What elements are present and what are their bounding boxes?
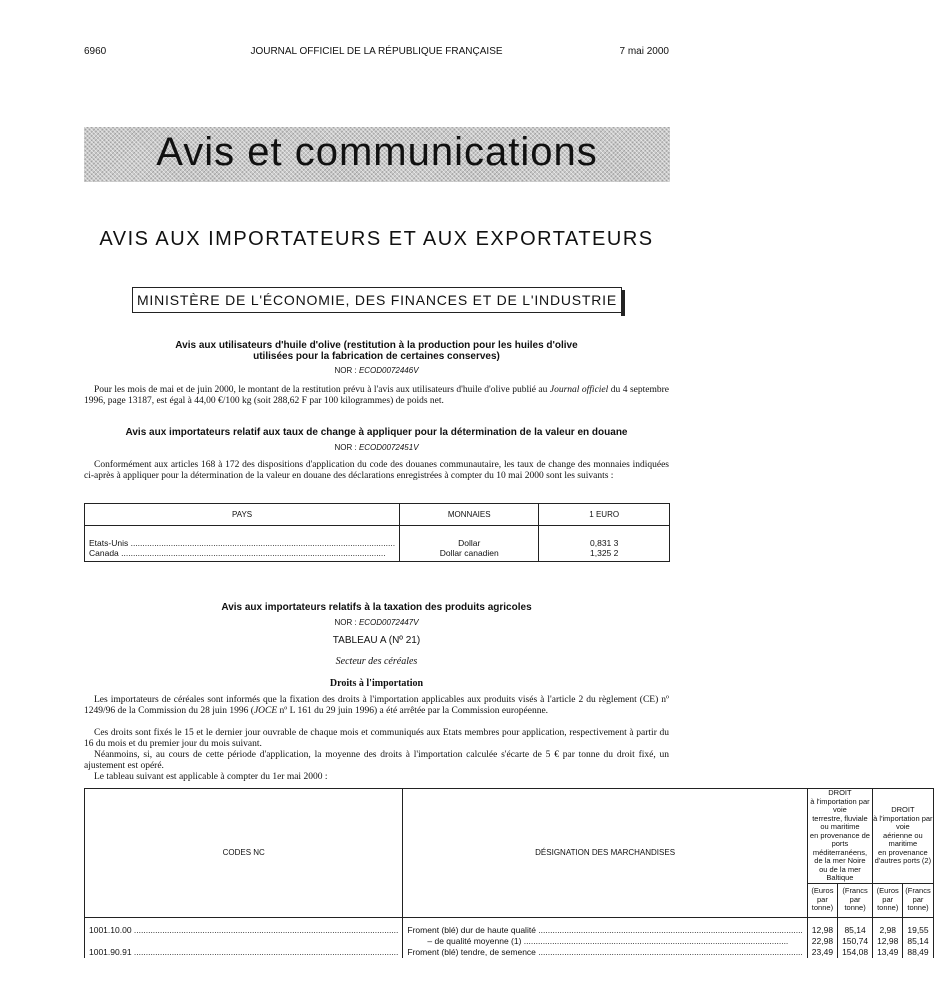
notice1-nor [84,366,669,375]
col-euro: 1 EURO [539,504,670,526]
table-row [85,548,670,558]
notice1-title-line2: utilisées pour la fabrication de certaines conserves) [253,351,500,362]
nor-code: ECOD0072446V [358,366,419,375]
francs-1-cell: 85,14 [838,925,873,936]
sub-euros-2: (Euros par tonne) [873,883,903,917]
banner [84,127,670,182]
code-cell: 1001.10.00 ..... [85,925,403,936]
pays-cell: Canada ..... [85,548,400,558]
ministry-box: MINISTÈRE DE L'ÉCONOMIE, DES FINANCES ET DE L'INDUSTRIE [132,287,622,313]
notice3-p1-b: nº L 161 du 29 juin 1996) a été arrêtée par la Commission européenne. [277,706,549,716]
col-monnaies: MONNAIES [400,504,539,526]
valeur-cell: 1,325 2 [539,548,670,558]
col-designation: DÉSIGNATION DES MARCHANDISES [403,789,807,918]
journal-name: JOURNAL OFFICIEL DE LA RÉPUBLIQUE FRANÇAISE [250,46,503,57]
notice3-p1-a: Les importateurs de céréales sont informés que la fixation des droits à l'importation applicables aux produits visés à l'article 2 du règlement (CE) nº 1249/96 de la Commission du 28 juin 1996 ( [84,695,669,716]
notice1-body-a: Pour les mois de mai et de juin 2000, le montant de la restitution prévu à l'avis aux utilisateurs d'huile d'olive publié au [94,385,550,395]
francs-1-cell: 150,74 [838,936,873,947]
euros-1-cell: 22,98 [807,936,837,947]
table-row [85,538,670,548]
notice2-body: Conformément aux articles 168 à 172 des dispositions d'application du code des douanes communautaire, les taux de change des monnaies indiquées ci-après à appliquer pour la détermination de la valeur en douane des déclarations enregistrées à compter du 10 mai 2000 sont les suivants : [84,460,669,481]
notice2-title: Avis aux importateurs relatif aux taux de change à appliquer pour la détermination de la valeur en douane [125,427,628,438]
publication-date: 7 mai 2000 [619,46,669,57]
francs-2-cell: 19,55 [903,925,933,936]
table-row [85,936,934,947]
col-droit-1: DROIT à l'importation par voie terrestre, fluviale ou maritime en provenance de ports méditerranéens, de la mer Noire ou de la mer Baltique [807,789,872,884]
euros-2-cell: 12,98 [873,936,903,947]
notice2-nor [84,443,669,452]
droits-subheading: Droits à l'importation [329,678,424,689]
francs-2-cell: 88,49 [903,947,933,958]
col-droit-2: DROIT à l'importation par voie aérienne ou maritime en provenance d'autres ports (2) [873,789,934,884]
notice1-title-line1: Avis aux utilisateurs d'huile d'olive (restitution à la production pour les huiles d'olive [175,340,578,351]
sub-francs-1: (Francs par tonne) [838,883,873,917]
notice1-body-journal: Journal officiel [549,385,609,395]
francs-2-cell: 85,14 [903,936,933,947]
code-cell [85,936,403,947]
sub-francs-2: (Francs par tonne) [903,883,933,917]
euros-1-cell: 12,98 [807,925,837,936]
notice3-p2: Ces droits sont fixés le 15 et le dernier jour ouvrable de chaque mois et communiqués aux Etats membres pour application, respectivement à partir du 16 du mois et du premier jour du mois suivant. [84,728,669,749]
pays-cell: Etats-Unis ..... [85,538,400,548]
monnaie-cell: Dollar [400,538,539,548]
notice3-p3: Néanmoins, si, au cours de cette période d'application, la moyenne des droits à l'importation calculée s'écarte de 5 € par tonne du droit fixé, un ajustement est opéré. [84,750,669,771]
main-title: AVIS AUX IMPORTATEURS ET AUX EXPORTATEURS [99,228,654,250]
import-duty-table [84,788,934,958]
col-codes-nc: CODES NC [85,789,403,918]
page-header [84,46,669,60]
notice3-title: Avis aux importateurs relatifs à la taxation des produits agricoles [221,602,532,613]
banner-title: Avis et communications [156,130,598,174]
notice3-p1-joce: JOCE [253,706,278,716]
tableau-label: TABLEAU A (Nº 21) [332,635,421,646]
nor-code: ECOD0072447V [358,618,419,627]
exchange-rate-table [84,503,670,562]
notice3-nor [84,618,669,627]
nor-label: NOR : [334,618,357,627]
designation-cell: Froment (blé) tendre, de semence ..... [403,947,807,958]
table-row [85,925,934,936]
col-pays: PAYS [85,504,400,526]
notice3-p1 [84,695,669,717]
monnaie-cell: Dollar canadien [400,548,539,558]
notice1-body-b: du 4 septembre 1996, page 13187, est égal à 44,00 €/100 kg (soit 288,62 F par 100 kilogrammes) de poids net. [84,385,669,406]
francs-1-cell: 154,08 [838,947,873,958]
sub-euros-1: (Euros par tonne) [807,883,837,917]
secteur-label: Secteur des céréales [335,656,418,667]
nor-code: ECOD0072451V [358,443,419,452]
euros-2-cell: 2,98 [873,925,903,936]
page-number: 6960 [84,46,107,57]
notice1-title [84,340,669,362]
euros-2-cell: 13,49 [873,947,903,958]
notice3-p4: Le tableau suivant est applicable à compter du 1er mai 2000 : [94,772,328,782]
euros-1-cell: 23,49 [807,947,837,958]
nor-label: NOR : [334,443,357,452]
valeur-cell: 0,831 3 [539,538,670,548]
code-cell: 1001.90.91 ..... [85,947,403,958]
designation-cell: – de qualité moyenne (1) ..... [403,936,807,947]
table-row [85,947,934,958]
notice1-body [84,385,669,407]
designation-cell: Froment (blé) dur de haute qualité ..... [403,925,807,936]
nor-label: NOR : [334,366,357,375]
